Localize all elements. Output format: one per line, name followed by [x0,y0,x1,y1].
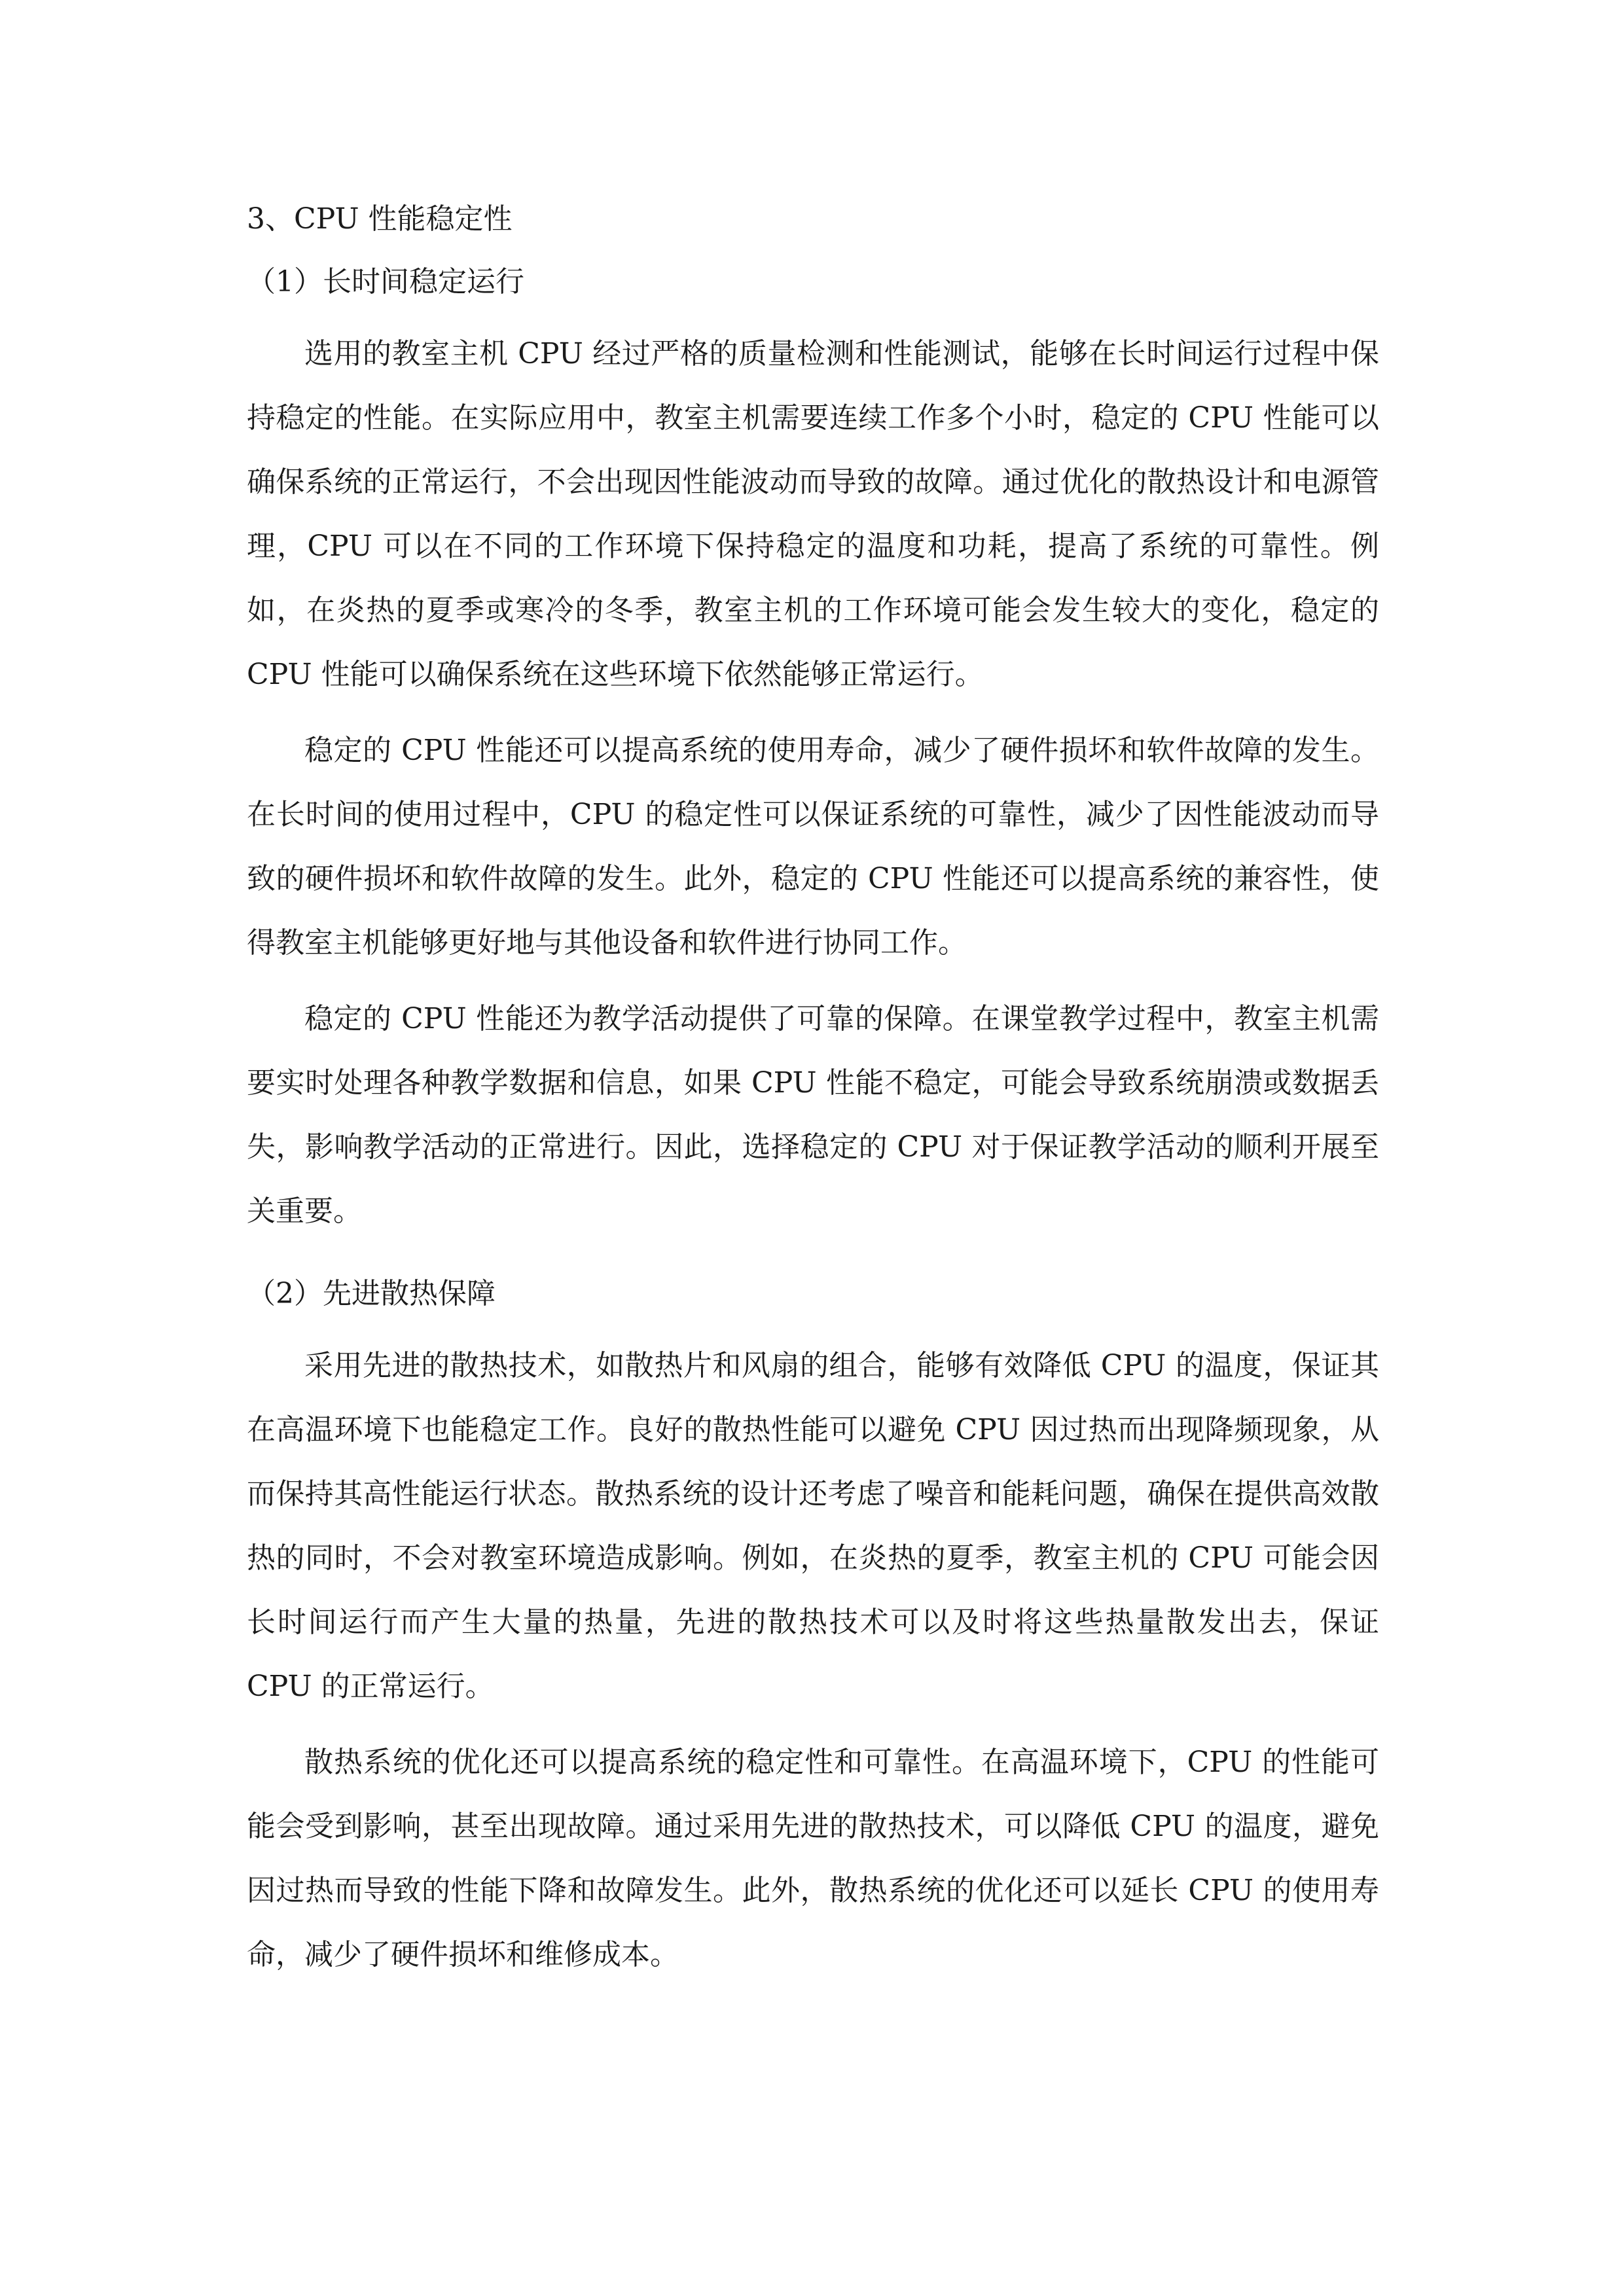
paragraph: 选用的教室主机 CPU 经过严格的质量检测和性能测试，能够在长时间运行过程中保持稳定的性能。在实际应用中，教室主机需要连续工作多个小时，稳定的 CPU 性能可以确保系统的正常运行，不会出现因性能波动而导致的故障。通过优化的散热设计和电源管理，CPU 可以在不同的工作环境下保持稳定的温度和功耗，提高了系统的可靠性。例如，在炎热的夏季或寒冷的冬季，教室主机的工作环境可能会发生较大的变化，稳定的 CPU 性能可以确保系统在这些环境下依然能够正常运行。 [247,337,1379,691]
paragraph: 采用先进的散热技术，如散热片和风扇的组合，能够有效降低 CPU 的温度，保证其在高温环境下也能稳定工作。良好的散热性能可以避免 CPU 因过热而出现降频现象，从而保持其高性能运行状态。散热系统的设计还考虑了噪音和能耗问题，确保在提供高效散热的同时，不会对教室环境造成影响。例如，在炎热的夏季，教室主机的 CPU 可能会因长时间运行而产生大量的热量，先进的散热技术可以及时将这些热量散发出去，保证 CPU 的正常运行。 [247,1349,1379,1703]
subsection-heading-long-run: （1）长时间稳定运行 [247,265,524,298]
paragraph: 散热系统的优化还可以提高系统的稳定性和可靠性。在高温环境下，CPU 的性能可能会受到影响，甚至出现故障。通过采用先进的散热技术，可以降低 CPU 的温度，避免因过热而导致的性能下降和故障发生。此外，散热系统的优化还可以延长 CPU 的使用寿命，减少了硬件损坏和维修成本。 [247,1746,1379,1971]
section-title: 3、CPU 性能稳定性 [247,202,513,236]
paragraph: 稳定的 CPU 性能还为教学活动提供了可靠的保障。在课堂教学过程中，教室主机需要实时处理各种教学数据和信息，如果 CPU 性能不稳定，可能会导致系统崩溃或数据丢失，影响教学活动的正常进行。因此，选择稳定的 CPU 对于保证教学活动的顺利开展至关重要。 [247,1002,1379,1228]
paragraph: 稳定的 CPU 性能还可以提高系统的使用寿命，减少了硬件损坏和软件故障的发生。在长时间的使用过程中，CPU 的稳定性可以保证系统的可靠性，减少了因性能波动而导致的硬件损坏和软件故障的发生。此外，稳定的 CPU 性能还可以提高系统的兼容性，使得教室主机能够更好地与其他设备和软件进行协同工作。 [247,734,1379,960]
subsection-heading-cooling: （2）先进散热保障 [247,1277,496,1310]
document-body [247,196,1379,1999]
